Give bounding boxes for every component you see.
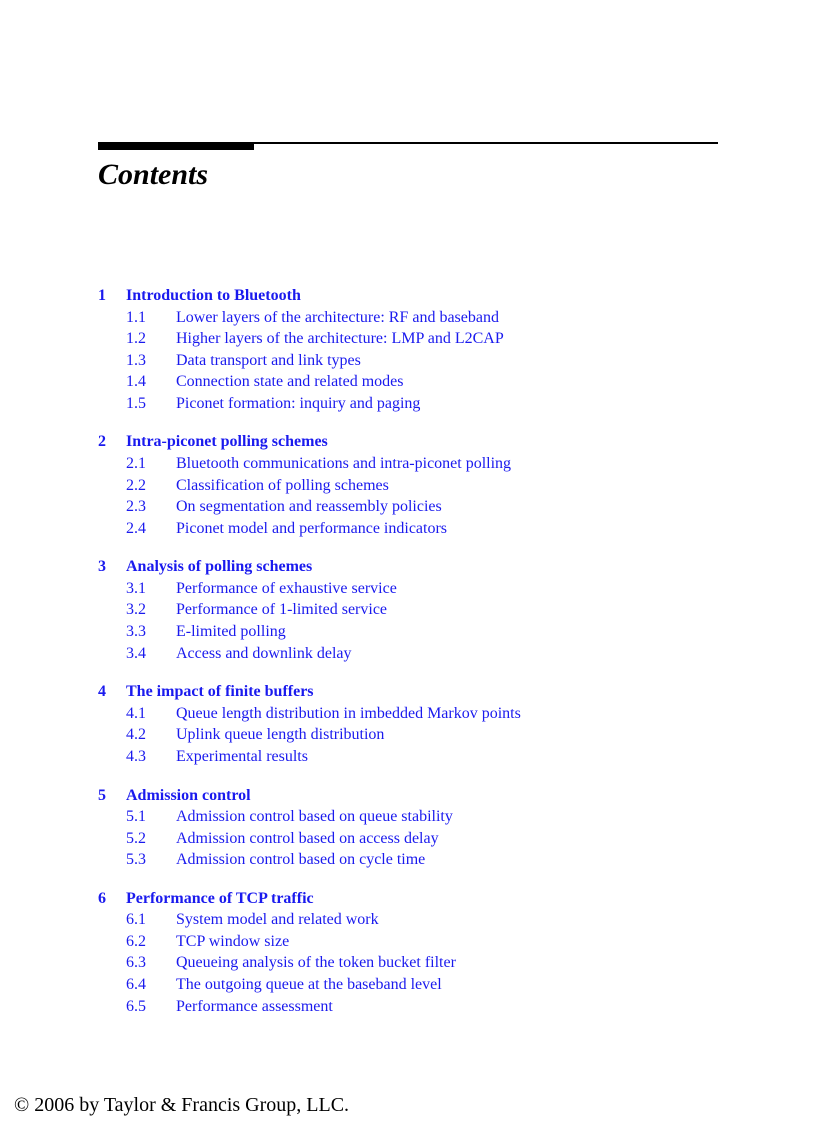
section-number: 3.2 [126,601,146,619]
toc-chapter [98,431,738,539]
toc-section-link[interactable] [98,952,738,974]
section-number: 1.5 [126,394,146,412]
toc-chapter [98,285,738,414]
toc-section-link[interactable] [98,724,738,746]
toc-chapter-link[interactable] [98,785,738,807]
toc-chapter-link[interactable] [98,285,738,307]
toc-section-link[interactable] [98,849,738,871]
section-title: Piconet formation: inquiry and paging [176,394,421,412]
section-number: 3.1 [126,579,146,597]
section-number: 5.1 [126,808,146,825]
section-title: Classification of polling schemes [176,476,389,494]
chapter-number: 5 [98,786,106,804]
section-title: Connection state and related modes [176,373,404,391]
section-title: Access and downlink delay [176,644,352,662]
section-number: 1.1 [126,308,146,326]
section-title: Uplink queue length distribution [176,726,385,744]
toc-chapter [98,681,738,767]
chapter-number: 1 [98,287,106,304]
section-number: 2.4 [126,519,146,537]
chapter-number: 4 [98,683,106,701]
section-title: On segmentation and reassembly policies [176,498,442,516]
section-number: 2.2 [126,476,146,494]
chapter-title: Admission control [126,786,251,804]
section-title: E-limited polling [176,623,286,641]
toc-chapter-link[interactable] [98,431,738,453]
toc-section-link[interactable] [98,996,738,1018]
section-title: Higher layers of the architecture: LMP and L2CAP [176,330,504,348]
section-number: 1.4 [126,373,146,391]
section-number: 4.1 [126,704,146,722]
section-number: 6.4 [126,976,146,994]
section-number: 2.3 [126,498,146,516]
chapter-number: 6 [98,889,106,907]
toc-section-link[interactable] [98,703,738,725]
section-title: System model and related work [176,911,379,929]
section-number: 4.2 [126,726,146,744]
toc-chapter [98,785,738,871]
toc-section-link[interactable] [98,909,738,931]
toc-section-link[interactable] [98,974,738,996]
toc-section-link[interactable] [98,496,738,518]
copyright-footer: © 2006 by Taylor & Francis Group, LLC. [14,1094,350,1116]
toc-section-link[interactable] [98,393,738,415]
section-number: 5.3 [126,851,146,869]
section-number: 2.1 [126,454,146,472]
toc-chapter [98,556,738,664]
section-title: The outgoing queue at the baseband level [176,976,442,994]
table-of-contents [98,285,738,1034]
toc-section-link[interactable] [98,371,738,393]
section-number: 6.3 [126,954,146,972]
toc-section-link[interactable] [98,931,738,953]
section-number: 1.2 [126,330,146,348]
toc-chapter-link[interactable] [98,888,738,910]
toc-section-link[interactable] [98,350,738,372]
page-title: Contents [98,158,209,191]
section-title: Experimental results [176,747,308,765]
chapter-number: 2 [98,433,106,451]
chapter-title: Analysis of polling schemes [126,558,313,576]
toc-section-link[interactable] [98,746,738,768]
section-title: Performance of 1-limited service [176,601,388,619]
section-title: Admission control based on queue stability [176,808,453,825]
section-number: 3.4 [126,644,146,662]
toc-section-link[interactable] [98,475,738,497]
section-number: 5.2 [126,829,146,847]
section-title: Admission control based on access delay [176,829,439,847]
chapter-title: Intra-piconet polling schemes [126,433,328,451]
section-number: 6.5 [126,997,146,1015]
toc-section-link[interactable] [98,828,738,850]
toc-chapter-link[interactable] [98,681,738,703]
section-title: Piconet model and performance indicators [176,519,448,537]
section-number: 6.1 [126,911,146,929]
toc-section-link[interactable] [98,453,738,475]
section-number: 1.3 [126,351,146,369]
section-title: Queue length distribution in imbedded Markov points [176,704,521,722]
section-title: Queueing analysis of the token bucket filter [176,954,456,972]
section-title: Bluetooth communications and intra-piconet polling [176,454,512,472]
toc-chapter [98,888,738,1017]
chapter-title: The impact of finite buffers [126,683,314,701]
toc-chapter-link[interactable] [98,556,738,578]
toc-section-link[interactable] [98,621,738,643]
section-title: Lower layers of the architecture: RF and baseband [176,308,499,326]
toc-section-link[interactable] [98,328,738,350]
section-title: Data transport and link types [176,351,361,369]
toc-section-link[interactable] [98,643,738,665]
toc-section-link[interactable] [98,806,738,828]
section-number: 6.2 [126,932,146,950]
toc-section-link[interactable] [98,518,738,540]
section-title: TCP window size [176,932,290,950]
section-title: Admission control based on cycle time [176,851,426,869]
toc-section-link[interactable] [98,599,738,621]
section-title: Performance of exhaustive service [176,579,397,597]
chapter-number: 3 [98,558,106,576]
toc-section-link[interactable] [98,307,738,329]
section-number: 3.3 [126,623,146,641]
section-title: Performance assessment [176,997,333,1015]
toc-section-link[interactable] [98,578,738,600]
section-number: 4.3 [126,747,146,765]
header-rule-accent [98,142,254,150]
chapter-title: Performance of TCP traffic [126,889,314,907]
chapter-title: Introduction to Bluetooth [126,287,301,304]
